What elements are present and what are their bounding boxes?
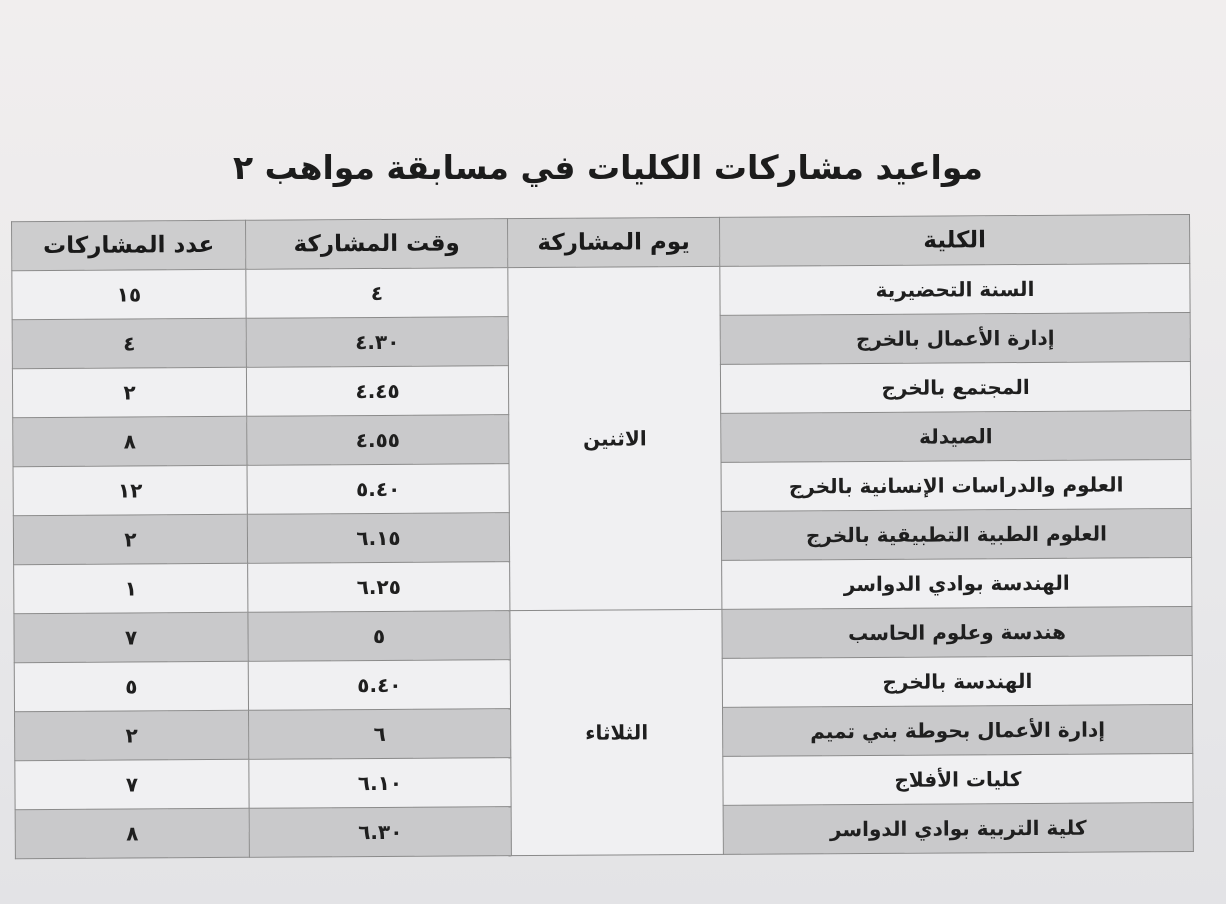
college-cell: هندسة وعلوم الحاسب (722, 606, 1192, 658)
count-cell: ٧ (15, 759, 249, 809)
time-cell: ٥ (248, 611, 510, 662)
header-time: وقت المشاركة (246, 219, 508, 270)
count-cell: ٧ (14, 612, 248, 662)
count-cell: ١ (14, 563, 248, 613)
count-cell: ٥ (14, 661, 248, 711)
day-cell-tuesday: الثلاثاء (510, 609, 723, 855)
college-cell: الصيدلة (721, 410, 1191, 462)
college-cell: كلية التربية بوادي الدواسر (723, 802, 1193, 854)
count-cell: ٤ (12, 318, 246, 368)
college-cell: السنة التحضيرية (720, 264, 1190, 316)
table-row (14, 606, 1192, 662)
header-count: عدد المشاركات (12, 220, 246, 270)
page-title: مواعيد مشاركات الكليات في مسابقة مواهب ٢ (233, 148, 983, 187)
college-cell: العلوم والدراسات الإنسانية بالخرج (721, 459, 1191, 511)
college-cell: الهندسة بوادي الدواسر (722, 557, 1192, 609)
college-cell: إدارة الأعمال بالخرج (720, 313, 1190, 365)
count-cell: ٢ (13, 514, 247, 564)
header-day: يوم المشاركة (508, 217, 720, 267)
time-cell: ٤.٣٠ (246, 317, 508, 368)
time-cell: ٦.٢٥ (248, 562, 510, 613)
college-cell: المجتمع بالخرج (720, 362, 1190, 414)
time-cell: ٤.٤٥ (246, 366, 508, 417)
college-cell: العلوم الطبية التطبيقية بالخرج (721, 508, 1191, 560)
schedule-sheet (12, 214, 1194, 859)
count-cell: ١٥ (12, 269, 246, 319)
time-cell: ٦.٣٠ (249, 807, 511, 858)
time-cell: ٦ (249, 709, 511, 760)
header-row (12, 215, 1190, 271)
time-cell: ٥.٤٠ (247, 464, 509, 515)
day-cell-monday: الاثنين (508, 266, 722, 610)
time-cell: ٥.٤٠ (248, 660, 510, 711)
time-cell: ٦.١٥ (247, 513, 509, 564)
time-cell: ٤.٥٥ (247, 415, 509, 466)
count-cell: ٨ (15, 808, 249, 858)
count-cell: ٢ (12, 367, 246, 417)
count-cell: ٢ (15, 710, 249, 760)
header-college: الكلية (720, 215, 1190, 267)
schedule-table (11, 214, 1194, 859)
count-cell: ٨ (13, 416, 247, 466)
college-cell: الهندسة بالخرج (722, 655, 1192, 707)
time-cell: ٦.١٠ (249, 758, 511, 809)
college-cell: كليات الأفلاج (723, 753, 1193, 805)
time-cell: ٤ (246, 268, 508, 319)
count-cell: ١٢ (13, 465, 247, 515)
table-row (12, 264, 1190, 320)
college-cell: إدارة الأعمال بحوطة بني تميم (723, 704, 1193, 756)
